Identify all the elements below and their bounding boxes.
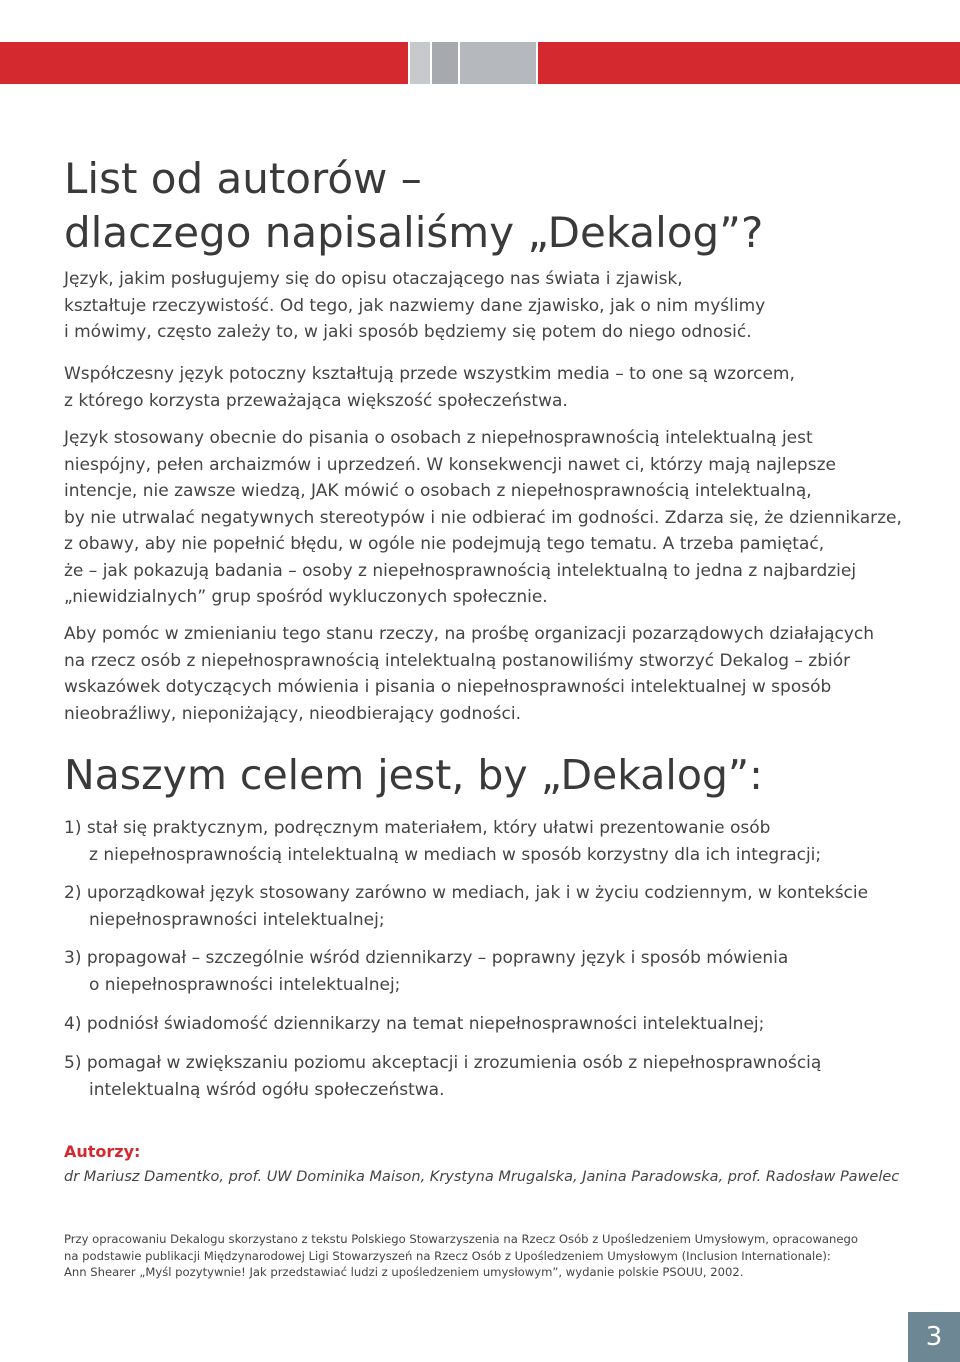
paragraph-line: z którego korzysta przeważająca większość społeczeństwa.: [64, 390, 568, 411]
page-title: [64, 152, 763, 260]
goal-text: pomagał w zwiększaniu poziomu akceptacji i zrozumienia osób z niepełnosprawnością: [86, 1053, 822, 1073]
paragraph-2: [64, 361, 904, 414]
goal-text: stał się praktycznym, podręcznym materiałem, który ułatwi prezentowanie osób: [86, 818, 771, 838]
page-number-box: [908, 1312, 960, 1362]
goal-number: 1): [64, 818, 82, 838]
authors-names: dr Mariusz Damentko, prof. UW Dominika Maison, Krystyna Mrugalska, Janina Paradowska, prof. Radosław Pawelec: [64, 1169, 900, 1185]
paragraph-line: by nie utrwalać negatywnych stereotypów i nie odbierać im godności. Zdarza się, że dziennikarze,: [64, 507, 902, 528]
footnote-line: Przy opracowaniu Dekalogu skorzystano z tekstu Polskiego Stowarzyszenia na Rzecz Osób z Upośledzeniem Umysłowym, opracowanego: [64, 1232, 858, 1246]
paragraph-line: intencje, nie zawsze wiedzą, JAK mówić o osobach z niepełnosprawnością intelektualną,: [64, 481, 812, 501]
goal-item-5: [64, 1050, 904, 1103]
paragraph-line: że – jak pokazują badania – osoby z niepełnosprawnością intelektualną to jedna z najbardziej: [64, 560, 857, 581]
goal-item-3: [64, 945, 904, 998]
footnote-line: Ann Shearer „Myśl pozytywnie! Jak przedstawiać ludzi z upośledzeniem umysłowym”, wydanie polskie PSOUU, 2002.: [64, 1265, 744, 1280]
goal-continuation: intelektualną wśród ogółu społeczeństwa.: [89, 1079, 445, 1100]
paragraph-line: Język stosowany obecnie do pisania o osobach z niepełnosprawnością intelektualną jest: [64, 428, 813, 448]
paragraph-line: wskazówek dotyczących mówienia i pisania o niepełnosprawności intelektualnej w sposób: [64, 677, 832, 697]
goal-continuation: niepełnosprawności intelektualnej;: [89, 909, 385, 930]
paragraph-line: Język, jakim posługujemy się do opisu otaczającego nas świata i zjawisk,: [64, 269, 683, 289]
paragraph-line: i mówimy, często zależy to, w jaki sposób będziemy się potem do niego odnosić.: [64, 322, 752, 342]
goal-text: podniósł świadomość dziennikarzy na temat niepełnosprawności intelektualnej;: [86, 1014, 765, 1034]
goal-item-1: [64, 815, 904, 868]
header-bar-gray-2: [432, 42, 458, 84]
header-bar-red-right: [538, 42, 960, 84]
goal-line: [64, 945, 904, 972]
paragraph-line: z obawy, aby nie popełnić błędu, w ogóle nie podejmują tego tematu. A trzeba pamiętać,: [64, 534, 825, 554]
paragraph-line: kształtuje rzeczywistość. Od tego, jak nazwiemy dane zjawisko, jak o nim myślimy: [64, 295, 766, 316]
title-line-1: List od autorów –: [64, 154, 422, 203]
goal-line: [64, 1050, 904, 1077]
goal-continuation: o niepełnosprawności intelektualnej;: [89, 974, 401, 995]
title-line-2: dlaczego napisaliśmy „Dekalog”?: [64, 208, 764, 257]
paragraph-4: [64, 621, 904, 727]
paragraph-line: „niewidzialnych” grup spośród wykluczonych społecznie.: [64, 587, 548, 607]
footnote-line: na podstawie publikacji Międzynarodowej Ligi Stowarzyszeń na Rzecz Osób z Upośledzeniem Umysłowym (Inclusion Internationale):: [64, 1248, 831, 1263]
goal-number: 5): [64, 1053, 82, 1073]
authors-heading: Autorzy:: [64, 1142, 141, 1161]
goal-line: [64, 880, 904, 907]
goal-item-2: [64, 880, 904, 933]
goal-line: [64, 1011, 904, 1038]
footnote: [64, 1231, 858, 1281]
goal-number: 4): [64, 1014, 82, 1034]
goal-number: 2): [64, 883, 82, 903]
paragraph-line: nieobraźliwy, nieponiżający, nieodbierający godności.: [64, 703, 522, 724]
paragraph-line: na rzecz osób z niepełnosprawnością intelektualną postanowiliśmy stworzyć Dekalog – zbiór: [64, 650, 851, 671]
paragraph-line: Aby pomóc w zmienianiu tego stanu rzeczy, na prośbę organizacji pozarządowych działających: [64, 624, 875, 644]
goal-text: uporządkował język stosowany zarówno w mediach, jak i w życiu codziennym, w kontekście: [86, 883, 869, 903]
goal-item-4: [64, 1011, 904, 1038]
goal-text: propagował – szczególnie wśród dziennikarzy – poprawny język i sposób mówienia: [86, 948, 789, 968]
goal-line: [64, 815, 904, 842]
paragraph-3: [64, 425, 904, 611]
paragraph-1: [64, 266, 904, 346]
header-bar-red-left: [0, 42, 408, 84]
paragraph-line: Współczesny język potoczny kształtują przede wszystkim media – to one są wzorcem,: [64, 364, 795, 384]
header-bar-gray-3: [460, 42, 536, 84]
goal-number: 3): [64, 948, 82, 968]
goals-heading: Naszym celem jest, by „Dekalog”:: [64, 751, 763, 799]
page-number: 3: [925, 1322, 943, 1352]
header-bar-gray-1: [410, 42, 430, 84]
paragraph-line: niespójny, pełen archaizmów i uprzedzeń. W konsekwencji nawet ci, którzy mają najlepsze: [64, 454, 836, 475]
goal-continuation: z niepełnosprawnością intelektualną w mediach w sposób korzystny dla ich integracji;: [89, 844, 822, 865]
